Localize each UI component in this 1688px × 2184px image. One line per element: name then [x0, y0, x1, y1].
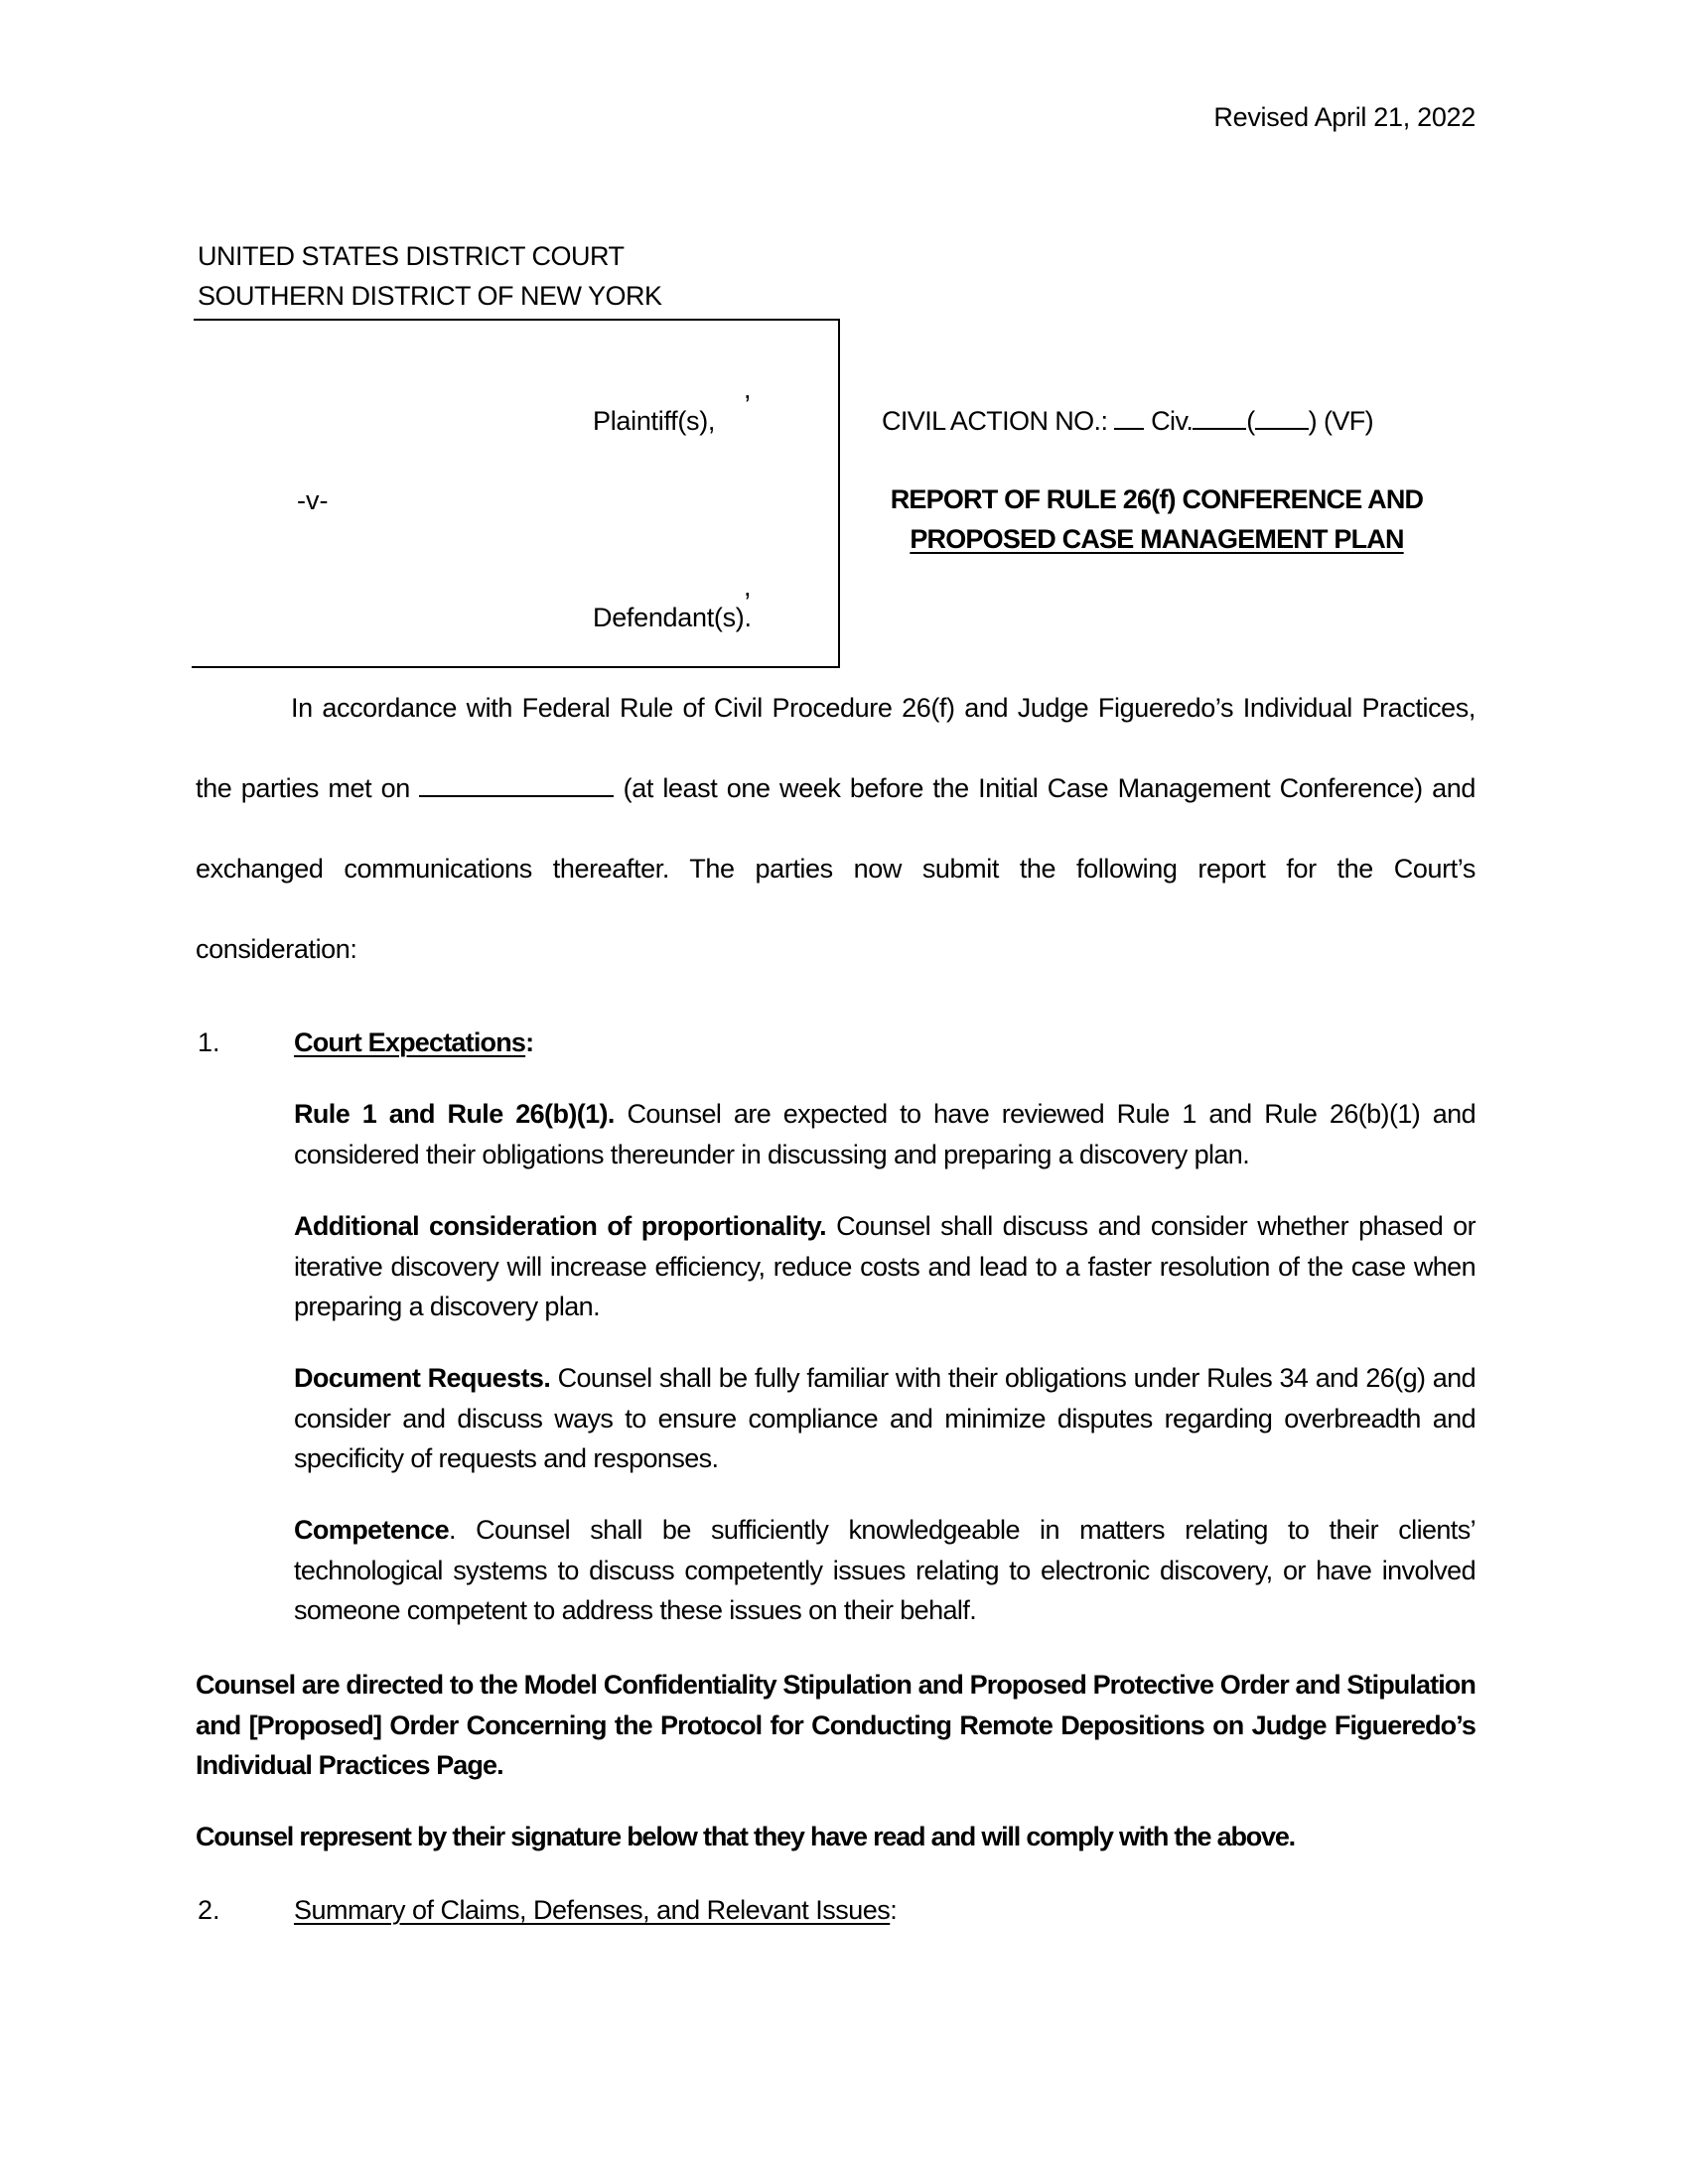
section-2-heading-text: Summary of Claims, Defenses, and Relevant Issues [294, 1895, 891, 1925]
section-1-heading-text: Court Expectations [294, 1027, 526, 1057]
confidentiality-notice: Counsel are directed to the Model Confidentiality Stipulation and Proposed Protective Order and Stipulation and [Proposed] Order Concerning the Protocol for Conducting Remote Depositions on Judge Figueredo’s Individual Practices Page. [196, 1670, 1476, 1780]
expectation-rule1-lead: Rule 1 and Rule 26(b)(1). [294, 1099, 615, 1129]
section-2-number: 2. [198, 1895, 220, 1925]
expectation-document-requests-lead: Document Requests. [294, 1363, 551, 1393]
civil-action-civ: Civ. [1151, 406, 1194, 436]
document-title-line1: REPORT OF RULE 26(f) CONFERENCE AND [890, 484, 1424, 514]
section-1-heading-colon: : [525, 1027, 534, 1057]
court-name-line2: SOUTHERN DISTRICT OF NEW YORK [198, 281, 662, 311]
caption-top-rule [194, 319, 840, 321]
expectation-competence-text: . Counsel shall be sufficiently knowledgeable in matters relating to their clients’ technological systems to discuss competently issues relating to electronic discovery, or have involved someone competent to address these issues on their behalf. [294, 1515, 1476, 1625]
section-2-heading [294, 1890, 897, 1930]
document-title-line2: PROPOSED CASE MANAGEMENT PLAN [910, 524, 1404, 554]
defendant-label: Defendant(s). [593, 603, 752, 632]
civil-action-suffix: (VF) [1323, 406, 1374, 436]
civil-action-number: CIVIL ACTION NO.: Civ. ( ) (VF) [882, 406, 1374, 436]
expectation-document-requests-text: Counsel shall be fully familiar with their obligations under Rules 34 and 26(g) and consider and discuss ways to ensure compliance and minimize disputes regarding overbreadth and specificity of requests and responses. [294, 1363, 1477, 1473]
compliance-notice: Counsel represent by their signature below that they have read and will comply with the above. [196, 1822, 1295, 1851]
civil-action-prefix: CIVIL ACTION NO.: [882, 406, 1108, 436]
section-2-heading-colon: : [890, 1895, 898, 1925]
expectation-document-requests [294, 1358, 1476, 1479]
section-1-heading [294, 1023, 533, 1062]
plaintiff-label: Plaintiff(s), [593, 406, 716, 436]
civil-action-number-blank[interactable] [1193, 408, 1246, 430]
section-1-number: 1. [198, 1027, 220, 1057]
civil-action-judge-blank[interactable] [1255, 408, 1309, 430]
caption-right-rule [838, 319, 840, 668]
expectation-rule1 [294, 1094, 1476, 1174]
expectation-competence [294, 1510, 1476, 1631]
expectation-proportionality-lead: Additional consideration of proportionality. [294, 1211, 827, 1241]
meeting-date-blank[interactable] [419, 775, 614, 797]
intro-text-part1: In accordance with Federal Rule of Civil Procedure 26(f) and Judge Figueredo’s Individual Practices, the parties met on [196, 693, 1476, 803]
court-name-line1: UNITED STATES DISTRICT COURT [198, 241, 625, 271]
expectation-proportionality [294, 1206, 1476, 1327]
expectation-proportionality-text: Counsel shall discuss and consider whether phased or iterative discovery will increase efficiency, reduce costs and lead to a faster resolution of the case when preparing a discovery plan. [294, 1211, 1476, 1321]
expectation-rule1-text: Counsel are expected to have reviewed Rule 1 and Rule 26(b)(1) and considered their obligations thereunder in discussing and preparing a discovery plan. [294, 1099, 1476, 1169]
defendant-name-comma: , [744, 572, 752, 602]
revised-date: Revised April 21, 2022 [1213, 102, 1476, 132]
expectation-competence-lead: Competence [294, 1515, 450, 1545]
civil-action-year-blank[interactable] [1114, 408, 1144, 430]
versus-label: -v- [297, 485, 329, 515]
intro-text-part2: (at least one week before the Initial Case Management Conference) and exchanged communications thereafter. The parties now submit the following report for the Court’s consideration: [196, 773, 1476, 964]
intro-paragraph [196, 668, 1476, 990]
plaintiff-name-comma: , [744, 374, 752, 404]
